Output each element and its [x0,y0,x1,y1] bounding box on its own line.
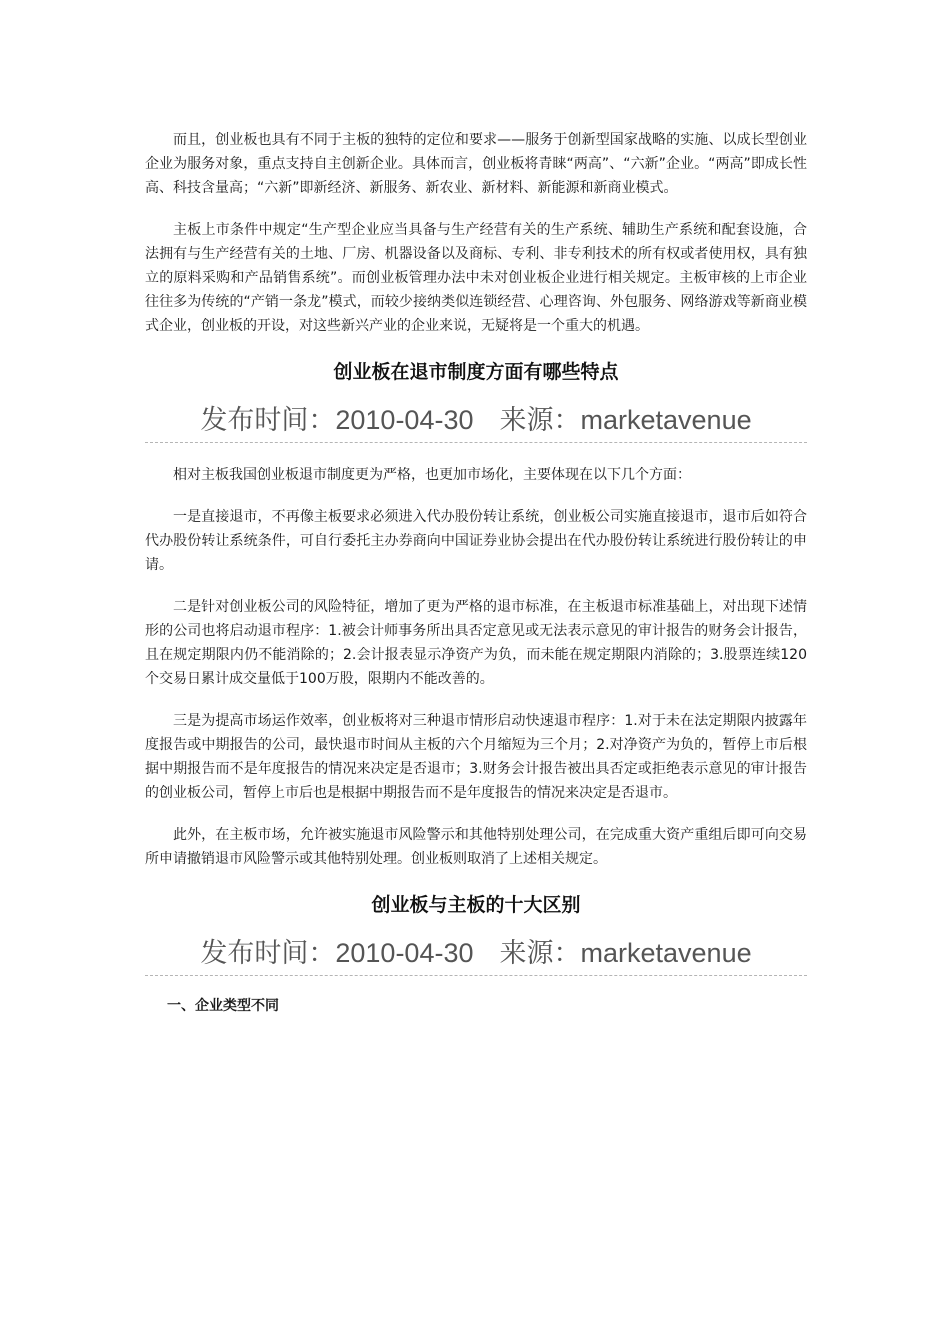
section-title-differences: 创业板与主板的十大区别 [371,894,581,916]
publish-meta [145,933,807,973]
paragraph-intro: 相对主板我国创业板退市制度更为严格，也更加市场化，主要体现在以下几个方面： [173,467,691,483]
paragraph-listing-conditions: 主板上市条件中规定“生产型企业应当具备与生产经营有关的生产系统、辅助生产系统和配套设施，合法拥有与生产经营有关的土地、厂房、机器设备以及商标、专利、非专利技术的所有权或者使用权，具有独立的原料采购和产品销售系统”。而创业板管理办法中未对创业板企业进行相关规定。主板审核的上市企业往往多为传统的“产销一条龙”模式，而较少接纳类似连锁经营、心理咨询、外包服务、网络游戏等新商业模式企业，创业板的开设，对这些新兴产业的企业来说，无疑将是一个重大的机遇。 [145,222,807,334]
paragraph-point-two: 二是针对创业板公司的风险特征，增加了更为严格的退市标准，在主板退市标准基础上，对出现下述情形的公司也将启动退市程序：1.被会计师事务所出具否定意见或无法表示意见的审计报告的财务会计报告，且在规定期限内仍不能消除的；2.会计报表显示净资产为负，而未能在规定期限内消除的；3.股票连续120个交易日累计成交量低于100万股，限期内不能改善的。 [145,599,807,687]
publish-source: 来源：marketavenue [499,405,752,435]
document-page [145,128,807,1018]
paragraph-point-one: 一是直接退市，不再像主板要求必须进入代办股份转让系统，创业板公司实施直接退市，退市后如符合代办股份转让系统条件，可自行委托主办券商向中国证券业协会提出在代办股份转让系统进行股份转让的申请。 [145,509,807,573]
publish-source: 来源：marketavenue [499,938,752,968]
section-title-delisting: 创业板在退市制度方面有哪些特点 [333,361,619,383]
subheading-enterprise-type: 一、企业类型不同 [167,998,279,1014]
publish-meta [145,400,807,440]
paragraph-point-three: 三是为提高市场运作效率，创业板将对三种退市情形启动快速退市程序：1.对于未在法定期限内披露年度报告或中期报告的公司，最快退市时间从主板的六个月缩短为三个月；2.对净资产为负的，暂停上市后根据中期报告而不是年度报告的情况来决定是否退市；3.财务会计报告被出具否定或拒绝表示意见的审计报告的创业板公司，暂停上市后也是根据中期报告而不是年度报告的情况来决定是否退市。 [145,713,807,801]
publish-date: 发布时间：2010-04-30 [200,405,474,435]
paragraph-positioning: 而且，创业板也具有不同于主板的独特的定位和要求——服务于创新型国家战略的实施、以成长型创业企业为服务对象，重点支持自主创新企业。具体而言，创业板将青睐“两高”、“六新”企业。“两高”即成长性高、科技含量高；“六新”即新经济、新服务、新农业、新材料、新能源和新商业模式。 [145,132,807,196]
paragraph-additionally: 此外，在主板市场，允许被实施退市风险警示和其他特别处理公司，在完成重大资产重组后即可向交易所申请撤销退市风险警示或其他特别处理。创业板则取消了上述相关规定。 [145,827,807,867]
publish-date: 发布时间：2010-04-30 [200,938,474,968]
